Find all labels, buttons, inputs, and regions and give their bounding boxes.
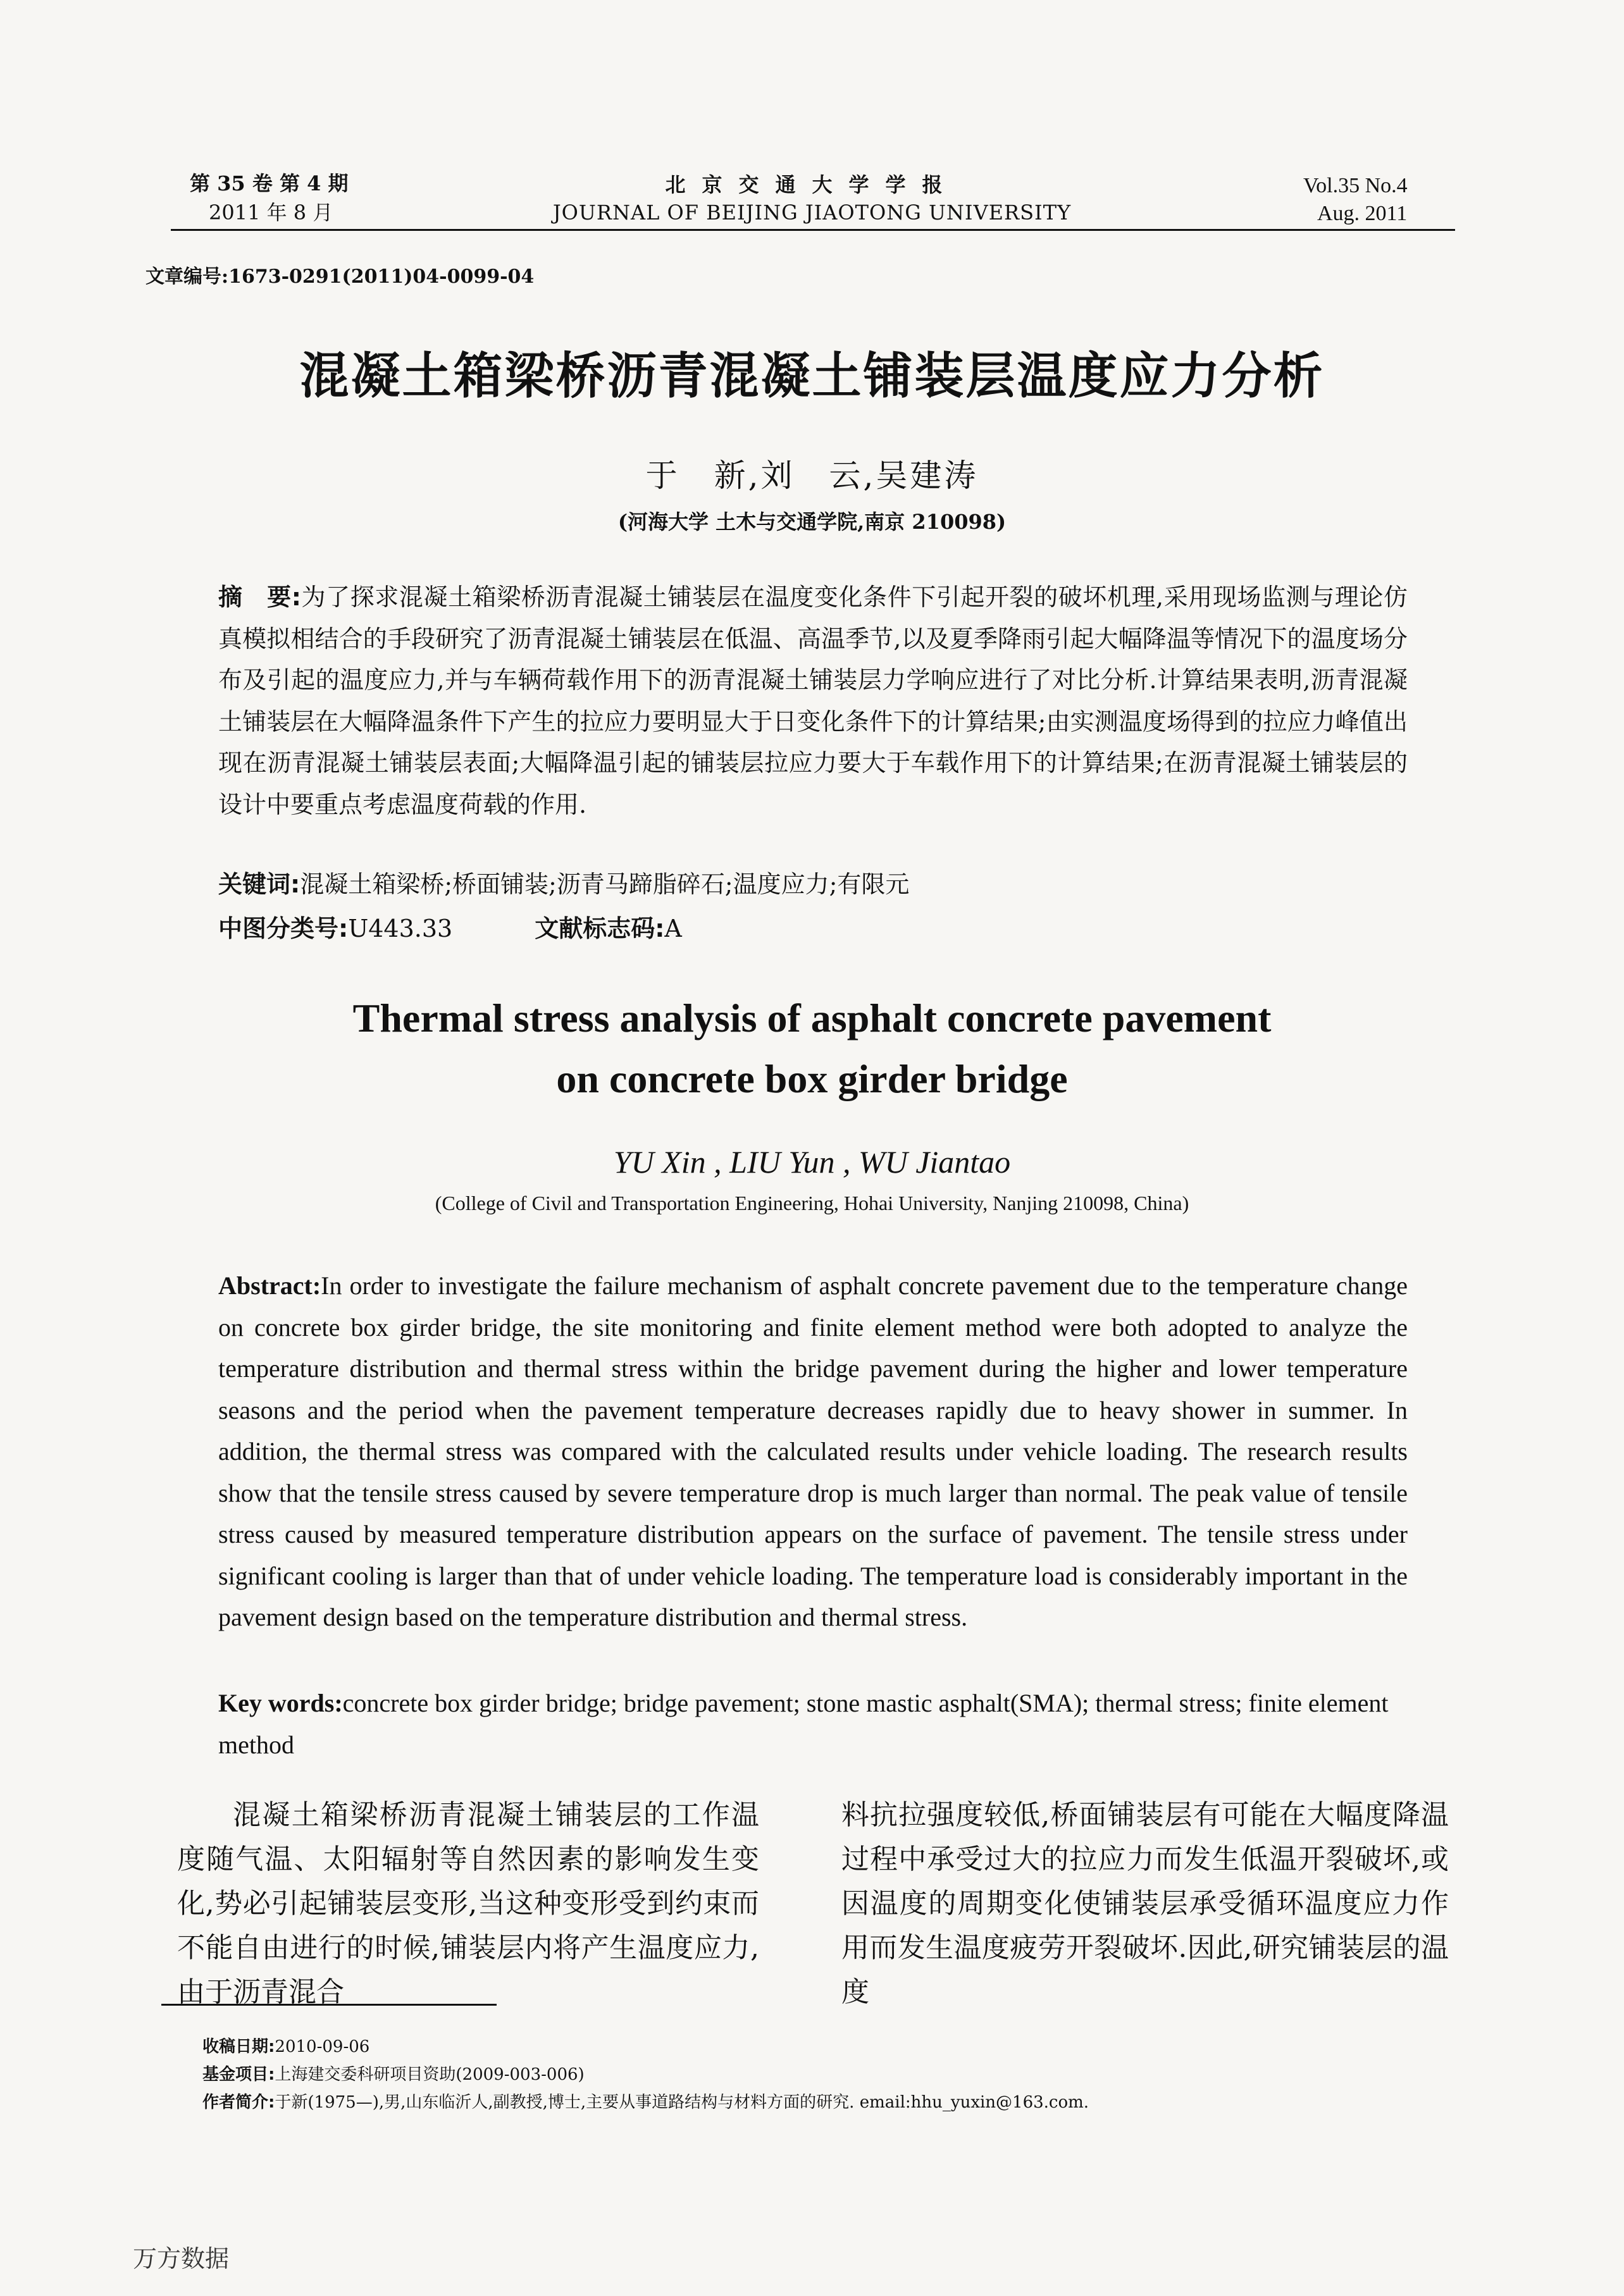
abstract-en-text: In order to investigate the failure mechanism of asphalt concrete pavement due to the temperature change on concrete box girder bridge, the site monitoring and finite element method were both adopted to analyze the temperature distribution and thermal stress within the bridge pavement during the higher and lower temperature seasons and the period when the pavement temperature decreases rapidly due to heavy shower in summer. In addition, the thermal stress was compared with the calculated results under vehicle loading. The research results show that the tensile stress caused by severe temperature drop is much larger than normal. The peak value of tensile stress caused by measured temperature distribution appears on the surface of pavement. The tensile stress under significant cooling is larger than that of under vehicle loading. The temperature load is considerably important in the pavement design based on the temperature distribution and thermal stress. [218, 1271, 1408, 1631]
body-column-left: 混凝土箱梁桥沥青混凝土铺装层的工作温度随气温、太阳辐射等自然因素的影响发生变化,势必引起铺装层变形,当这种变形受到约束而不能自由进行的时候,铺装层内将产生温度应力,由于沥青混合 [177, 1799, 759, 2008]
keywords-cn [218, 867, 1408, 902]
clc-label: 中图分类号: [218, 915, 349, 942]
abstract-cn [218, 577, 1408, 825]
classification [218, 911, 682, 946]
doc-code-value: A [664, 915, 682, 942]
header-date-en: Aug. 2011 [1317, 202, 1408, 225]
header-journal-en: JOURNAL OF BEIJING JIAOTONG UNIVERSITY [552, 201, 1072, 225]
article-id: 文章编号:1673-0291(2011)04-0099-04 [146, 266, 535, 288]
keywords-cn-label: 关键词: [218, 870, 301, 898]
keywords-en-label: Key words: [218, 1689, 343, 1717]
fund-value: 上海建交委科研项目资助(2009-003-006) [275, 2065, 585, 2084]
keywords-cn-text: 混凝土箱梁桥;桥面铺装;沥青马蹄脂碎石;温度应力;有限元 [300, 870, 910, 898]
title-en [0, 988, 1624, 1109]
title-en-line-2: on concrete box girder bridge [556, 1056, 1068, 1101]
header-date-cn: 2011 年 8 月 [209, 201, 333, 225]
received-label: 收稿日期: [202, 2037, 275, 2056]
title-en-line-1: Thermal stress analysis of asphalt concrete pavement [352, 996, 1272, 1040]
author-bio-value: 于新(1975—),男,山东临沂人,副教授,博士,主要从事道路结构与材料方面的研究. email:hhu_yuxin@163.com. [275, 2093, 1089, 2112]
body-column-right: 料抗拉强度较低,桥面铺装层有可能在大幅度降温过程中承受过大的拉应力而发生低温开裂破坏,或因温度的周期变化使铺装层承受循环温度应力作用而发生温度疲劳开裂破坏.因此,研究铺装层的温度 [841, 1799, 1449, 2008]
authors-cn: 于 新,刘 云,吴建涛 [645, 457, 979, 494]
abstract-en [218, 1265, 1408, 1638]
footnote-author [202, 2089, 1089, 2116]
author-bio-label: 作者简介: [202, 2093, 275, 2112]
header-journal-cn: 北京交通大学学报 [665, 173, 959, 197]
clc-value: U443.33 [348, 915, 453, 942]
footnote-rule [161, 2004, 497, 2006]
abstract-cn-label: 摘 要: [218, 583, 301, 611]
header-rule [171, 229, 1455, 231]
authors-en: YU Xin , LIU Yun , WU Jiantao [613, 1144, 1011, 1180]
keywords-en-text: concrete box girder bridge; bridge pavement; stone mastic asphalt(SMA); thermal stress; finite element method [218, 1689, 1389, 1759]
header-volume-cn: 第 35 卷 第 4 期 [190, 171, 349, 195]
abstract-en-label: Abstract: [218, 1271, 321, 1300]
doc-code-label: 文献标志码: [535, 915, 665, 942]
watermark: 万方数据 [133, 2245, 230, 2273]
title-cn: 混凝土箱梁桥沥青混凝土铺装层温度应力分析 [299, 347, 1325, 405]
abstract-cn-text: 为了探求混凝土箱梁桥沥青混凝土铺装层在温度变化条件下引起开裂的破坏机理,采用现场监测与理论仿真模拟相结合的手段研究了沥青混凝土铺装层在低温、高温季节,以及夏季降雨引起大幅降温等情况下的温度场分布及引起的温度应力,并与车辆荷载作用下的沥青混凝土铺装层力学响应进行了对比分析.计算结果表明,沥青混凝土铺装层在大幅降温条件下产生的拉应力要明显大于日变化条件下的计算结果;由实测温度场得到的拉应力峰值出现在沥青混凝土铺装层表面;大幅降温引起的铺装层拉应力要大于车载作用下的计算结果;在沥青混凝土铺装层的设计中要重点考虑温度荷载的作用. [218, 583, 1408, 818]
footnote-received [202, 2033, 369, 2061]
header-volume-en: Vol.35 No.4 [1303, 174, 1408, 197]
fund-label: 基金项目: [202, 2065, 275, 2084]
footnote-fund [202, 2061, 585, 2089]
keywords-en [218, 1682, 1408, 1765]
received-value: 2010-09-06 [275, 2037, 370, 2056]
affiliation-en: (College of Civil and Transportation Engineering, Hohai University, Nanjing 210098, China) [435, 1192, 1189, 1214]
affiliation-cn: (河海大学 土木与交通学院,南京 210098) [617, 510, 1007, 534]
